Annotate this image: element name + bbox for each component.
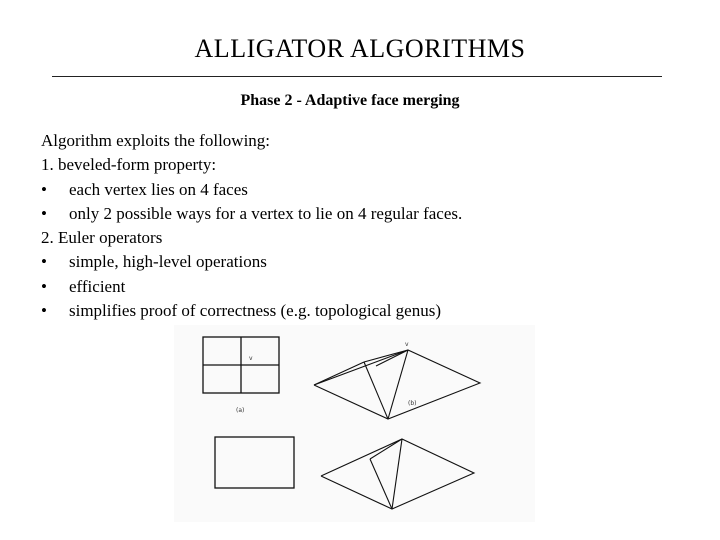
list-item: • efficient xyxy=(41,275,701,299)
bullet-marker: • xyxy=(41,252,47,272)
label-a: (a) xyxy=(236,407,245,414)
list-item: • simplifies proof of correctness (e.g. topological genus) xyxy=(41,299,701,323)
slide-title: ALLIGATOR ALGORITHMS xyxy=(194,34,526,63)
bullet-marker: • xyxy=(41,301,47,321)
label-b: (b) xyxy=(408,400,417,407)
vertex-mark: v xyxy=(405,341,409,348)
bullet-marker: • xyxy=(41,179,47,199)
four-face-grid xyxy=(203,337,279,393)
face-merging-diagram xyxy=(174,325,535,522)
body-text-list xyxy=(41,129,701,323)
merged-single-face xyxy=(215,437,294,488)
list-item: 1. beveled-form property: xyxy=(41,155,217,175)
title-divider xyxy=(52,76,662,77)
list-item: Algorithm exploits the following: xyxy=(41,131,271,150)
face-merging-figure xyxy=(174,325,535,522)
list-item: 2. Euler operators xyxy=(41,228,163,248)
vertex-mark: v xyxy=(249,355,253,362)
list-item: • simple, high-level operations xyxy=(41,250,701,274)
slide-subtitle: Phase 2 - Adaptive face merging xyxy=(240,92,460,109)
list-item: • each vertex lies on 4 faces xyxy=(41,178,701,202)
list-item: • only 2 possible ways for a vertex to lie on 4 regular faces. xyxy=(41,202,701,226)
merged-beveled-form xyxy=(321,439,474,509)
bullet-marker: • xyxy=(41,203,47,223)
beveled-four-faces xyxy=(314,350,480,419)
bullet-marker: • xyxy=(41,276,47,296)
